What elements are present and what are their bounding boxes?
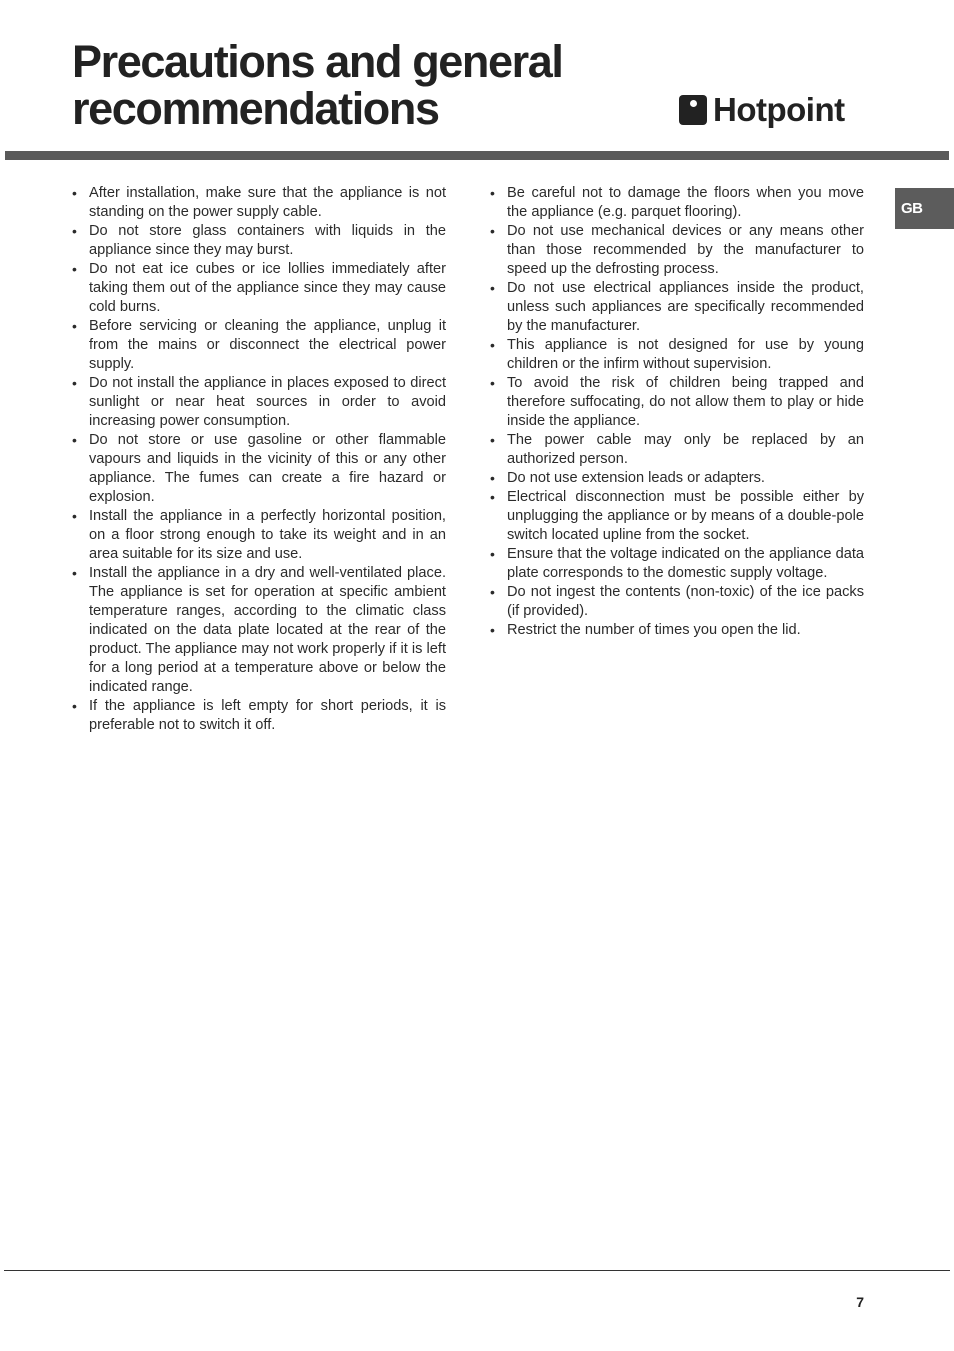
list-item: • Electrical disconnection must be possible either by unplugging the appliance or by means of a double-pole switch located upline from the socket. — [490, 488, 864, 545]
hotpoint-logo — [679, 92, 845, 128]
page-number: 7 — [856, 1294, 864, 1310]
list-item: • Do not use mechanical devices or any means other than those recommended by the manufacturer to speed up the defrosting process. — [490, 222, 864, 279]
list-item: • Do not use extension leads or adapters. — [490, 469, 864, 488]
list-item: • Do not store or use gasoline or other flammable vapours and liquids in the vicinity of this or any other appliance. The fumes can create a fire hazard or explosion. — [72, 431, 446, 507]
list-item: • Before servicing or cleaning the appliance, unplug it from the mains or disconnect the electrical power supply. — [72, 317, 446, 374]
list-item: • Be careful not to damage the floors when you move the appliance (e.g. parquet flooring). — [490, 184, 864, 222]
list-item: • Restrict the number of times you open the lid. — [490, 621, 864, 640]
precautions-list-right — [490, 184, 864, 640]
language-tab: GB — [895, 188, 954, 229]
list-item: • Do not ingest the contents (non-toxic) of the ice packs (if provided). — [490, 583, 864, 621]
page-title: Precautions and general recommendations — [72, 36, 563, 134]
list-item: • Do not eat ice cubes or ice lollies immediately after taking them out of the appliance since they may cause cold burns. — [72, 260, 446, 317]
footer-divider — [4, 1270, 950, 1271]
list-item: • Install the appliance in a dry and well-ventilated place. The appliance is set for operation at specific ambient temperature ranges, according to the climatic class indicated on the data plate located at the rear of the product. The appliance may not work properly if it is left for a long period at a temperature above or below the indicated range. — [72, 564, 446, 697]
list-item: • Ensure that the voltage indicated on the appliance data plate corresponds to the domestic supply voltage. — [490, 545, 864, 583]
list-item: • After installation, make sure that the appliance is not standing on the power supply cable. — [72, 184, 446, 222]
list-item: • Do not store glass containers with liquids in the appliance since they may burst. — [72, 222, 446, 260]
list-item: • If the appliance is left empty for short periods, it is preferable not to switch it off. — [72, 697, 446, 735]
hotpoint-logo-icon — [679, 95, 707, 125]
list-item: • This appliance is not designed for use by young children or the infirm without supervision. — [490, 336, 864, 374]
list-item: • Do not use electrical appliances inside the product, unless such appliances are specifically recommended by the manufacturer. — [490, 279, 864, 336]
precautions-list-left — [72, 184, 446, 735]
list-item: • Install the appliance in a perfectly horizontal position, on a floor strong enough to take its weight and in an area suitable for its size and use. — [72, 507, 446, 564]
list-item: • To avoid the risk of children being trapped and therefore suffocating, do not allow them to play or hide inside the appliance. — [490, 374, 864, 431]
header-divider — [5, 151, 949, 160]
brand-name: Hotpoint — [713, 91, 845, 128]
list-item: • The power cable may only be replaced by an authorized person. — [490, 431, 864, 469]
list-item: • Do not install the appliance in places exposed to direct sunlight or near heat sources in order to avoid increasing power consumption. — [72, 374, 446, 431]
